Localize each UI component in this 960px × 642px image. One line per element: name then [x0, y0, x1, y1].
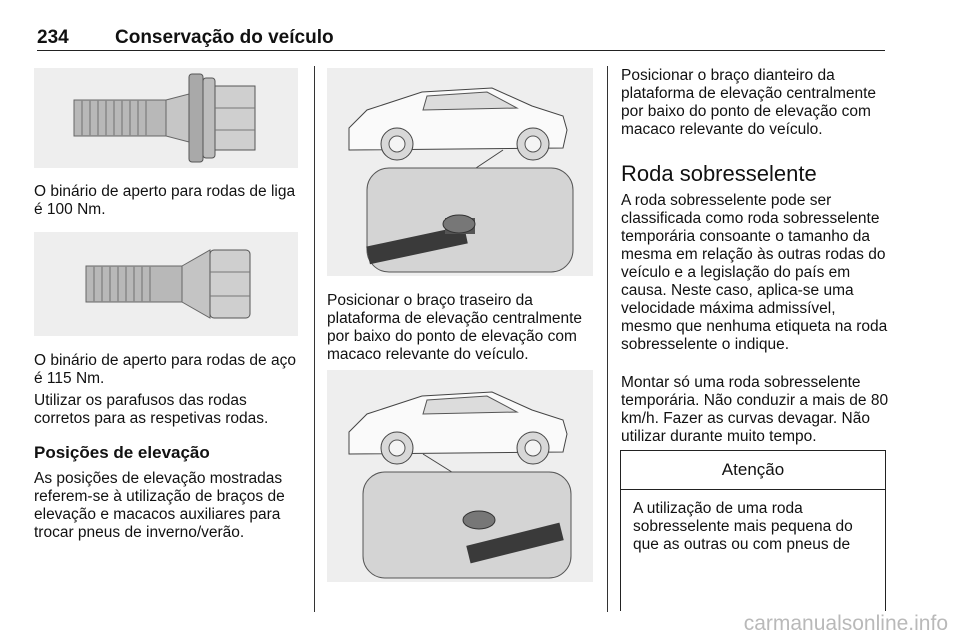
spare-wheel-text: A roda sobresselente pode ser classificada como roda sobresselente temporária consoante o tamanho da mesma em relação às outras rodas do veículo e a legislação do país em causa. Neste caso, aplica-se uma velocidade máxima admissível, mesmo que nenhuma etiqueta na roda sobresselente o indique. [621, 192, 888, 353]
lifting-heading: Posições de elevação [34, 443, 210, 462]
caution-box [620, 450, 886, 611]
bolts-note: Utilizar os parafusos das rodas corretos para as respetivas rodas. [34, 392, 269, 427]
lifting-text: As posições de elevação mostradas referem-se à utilização de braços de elevação e macacos auxiliares para trocar pneus de inverno/verão. [34, 470, 285, 541]
alloy-torque-caption: O binário de aperto para rodas de liga é 100 Nm. [34, 183, 296, 218]
front-lift-point-image [327, 370, 593, 582]
front-arm-text: Posicionar o braço dianteiro da plataforma de elevação centralmente por baixo do ponto de elevação com macaco relevante do veículo. [621, 67, 877, 138]
page-header [37, 20, 885, 51]
column-divider-1 [314, 66, 315, 612]
alloy-wheel-bolt-image [34, 68, 298, 168]
caution-title: Atenção [621, 451, 885, 490]
caution-text: A utilização de uma roda sobresselente mais pequena do que as outras ou com pneus de [633, 500, 853, 553]
rear-arm-text: Posicionar o braço traseiro da plataforma de elevação centralmente por baixo do ponto de elevação com macaco relevante do veículo. [327, 292, 583, 363]
rear-lift-point-image [327, 68, 593, 276]
page-number: 234 [37, 27, 69, 48]
steel-torque-caption: O binário de aperto para rodas de aço é 115 Nm. [34, 352, 296, 387]
watermark: carmanualsonline.info [743, 612, 948, 635]
spare-wheel-heading: Roda sobresselente [621, 161, 817, 186]
steel-wheel-bolt-image [34, 232, 298, 336]
column-divider-2 [607, 66, 608, 612]
chapter-title: Conservação do veículo [115, 27, 334, 48]
temp-spare-text: Montar só uma roda sobresselente temporária. Não conduzir a mais de 80 km/h. Fazer as curvas devagar. Não utilizar durante muito tempo. [621, 374, 889, 445]
